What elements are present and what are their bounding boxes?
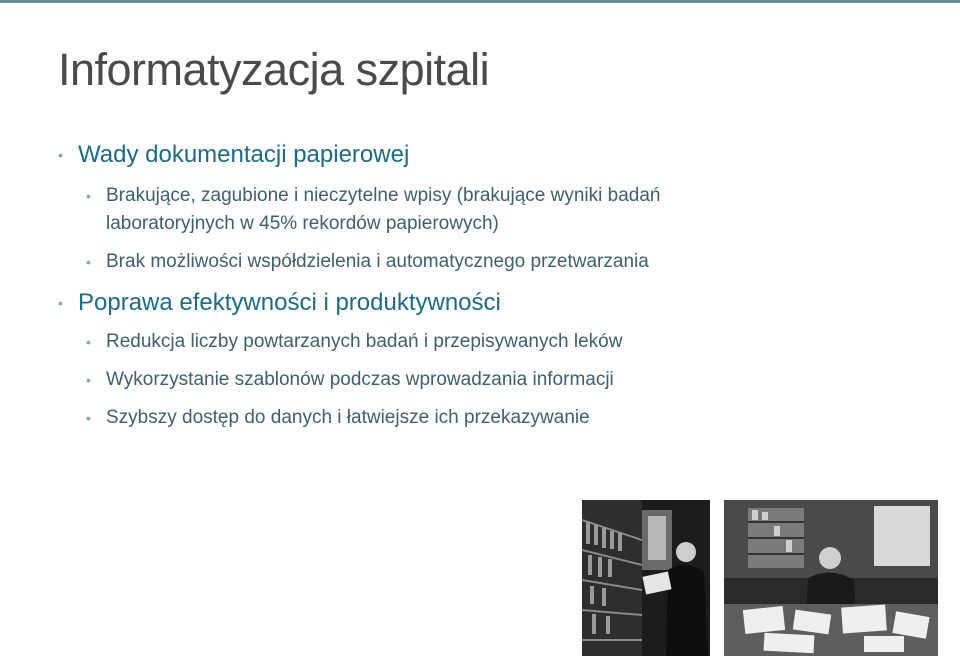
bullet-level1 bbox=[58, 288, 938, 318]
bullet-dot-icon: • bbox=[86, 254, 91, 270]
bullet-dot-icon: • bbox=[86, 334, 91, 350]
bullet-text-continued: laboratoryjnych w 45% rekordów papierowych) bbox=[106, 213, 499, 234]
bullet-level1 bbox=[58, 140, 938, 170]
bullet-dot-icon: • bbox=[58, 147, 63, 163]
bullet-dot-icon: • bbox=[86, 410, 91, 426]
bullet-text: Szybszy dostęp do danych i łatwiejsze ich przekazywanie bbox=[106, 407, 590, 428]
bullet-level2 bbox=[58, 404, 938, 432]
bullet-level2 bbox=[58, 248, 938, 276]
bullet-text: Redukcja liczby powtarzanych badań i przepisywanych leków bbox=[106, 331, 623, 352]
bullet-level2 bbox=[58, 182, 938, 238]
archive-photo bbox=[582, 500, 710, 656]
bullet-level2 bbox=[58, 366, 938, 394]
bullet-text: Brakujące, zagubione i nieczytelne wpisy (brakujące wyniki badań bbox=[106, 185, 661, 206]
bullet-text: Wykorzystanie szablonów podczas wprowadzania informacji bbox=[106, 369, 614, 390]
slide-title: Informatyzacja szpitali bbox=[58, 44, 490, 95]
bullet-level2 bbox=[58, 328, 938, 356]
bullet-text: Wady dokumentacji papierowej bbox=[78, 141, 410, 168]
bullet-dot-icon: • bbox=[58, 295, 63, 311]
bullet-dot-icon: • bbox=[86, 188, 91, 204]
bullet-dot-icon: • bbox=[86, 372, 91, 388]
office-desk-photo bbox=[724, 500, 938, 656]
bullet-list bbox=[58, 140, 938, 432]
bullet-text: Brak możliwości współdzielenia i automatycznego przetwarzania bbox=[106, 251, 649, 272]
slide-top-accent-bar bbox=[0, 0, 960, 3]
bullet-text: Poprawa efektywności i produktywności bbox=[78, 289, 501, 316]
